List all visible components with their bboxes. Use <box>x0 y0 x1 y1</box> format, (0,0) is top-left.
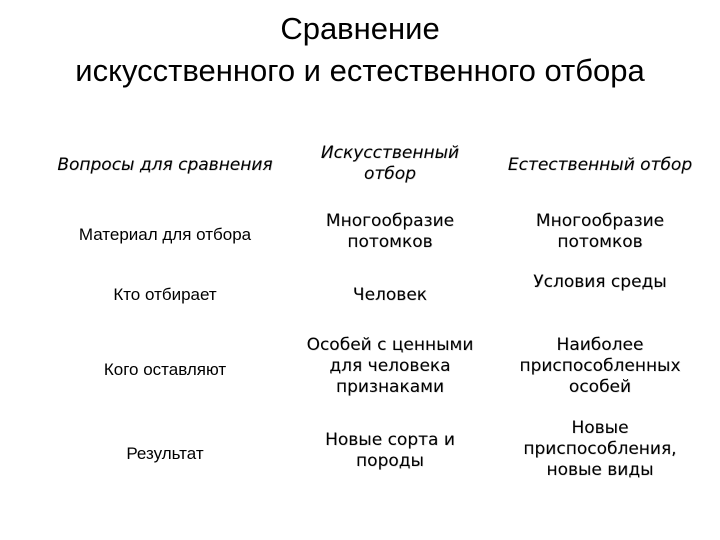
cell-line: Наиболее <box>556 335 644 355</box>
cell-line: для человека <box>329 356 451 376</box>
cell-material-artificial <box>300 211 480 253</box>
slide-title-line-2: искусственного и естественного отбора <box>75 53 645 88</box>
cell-line: породы <box>356 451 424 471</box>
row-label-text: Кто отбирает <box>113 285 217 304</box>
cell-line: Новые <box>571 418 629 438</box>
row-label-material <box>40 224 290 245</box>
cell-who-selects-artificial <box>300 285 480 306</box>
row-label-text: Результат <box>126 444 204 463</box>
cell-line: потомков <box>347 232 433 252</box>
row-label-who-selects <box>40 284 290 305</box>
slide-title-line-1: Сравнение <box>280 11 440 46</box>
header-artificial <box>300 143 480 185</box>
cell-result-artificial <box>295 430 485 472</box>
cell-line: Многообразие <box>325 211 455 231</box>
header-natural-text: Естественный отбор <box>507 155 693 175</box>
row-label-text: Кого оставляют <box>103 360 227 379</box>
cell-line: новые виды <box>546 460 654 480</box>
cell-line: Особей с ценными <box>306 335 474 355</box>
header-questions-text: Вопросы для сравнения <box>57 155 273 175</box>
row-label-who-kept <box>40 359 290 380</box>
cell-line: приспособления, <box>523 439 677 459</box>
cell-line: потомков <box>557 232 643 252</box>
cell-who-selects-natural <box>505 272 695 293</box>
header-natural <box>495 155 705 176</box>
cell-line: Условия среды <box>533 272 667 292</box>
row-label-text: Материал для отбора <box>78 225 252 244</box>
cell-material-natural <box>505 211 695 253</box>
cell-line: приспособленных <box>519 356 681 376</box>
cell-who-kept-artificial <box>295 335 485 398</box>
cell-line: особей <box>568 377 632 397</box>
cell-result-natural <box>505 418 695 481</box>
cell-line: Человек <box>352 285 428 305</box>
header-questions <box>40 155 290 176</box>
cell-line: Новые сорта и <box>325 430 455 450</box>
cell-line: признаками <box>335 377 445 397</box>
row-label-result <box>40 443 290 464</box>
cell-who-kept-natural <box>505 335 695 398</box>
header-artificial-line-1: Искусственный <box>320 143 460 163</box>
cell-line: Многообразие <box>535 211 665 231</box>
header-artificial-line-2: отбор <box>364 164 416 184</box>
